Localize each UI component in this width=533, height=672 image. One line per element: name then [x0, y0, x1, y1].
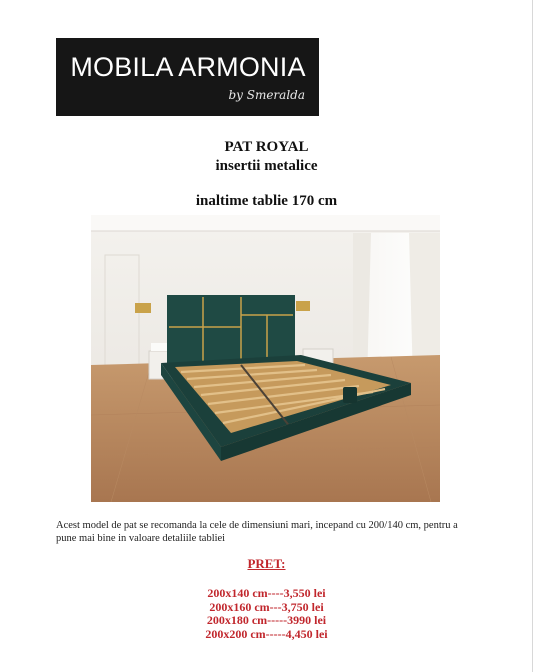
product-description	[56, 519, 496, 545]
logo-title: MOBILA ARMONIA	[70, 52, 306, 82]
price-label: PRET:	[247, 556, 286, 571]
logo-subtitle: by Smeralda	[228, 88, 305, 102]
price-list	[0, 587, 533, 641]
product-name: PAT ROYAL	[224, 139, 309, 155]
price-row-200x140: 200x140 cm----3,550 lei	[207, 586, 326, 600]
price-row-200x200: 200x200 cm-----4,450 lei	[205, 626, 328, 641]
bed-photo	[91, 215, 440, 502]
brand-logo	[56, 38, 319, 116]
description-line-1: Acest model de pat se recomanda la cele de dimensiuni mari, incepand cu 200/140 cm, pentru a	[56, 520, 458, 531]
price-row-200x180: 200x180 cm-----3990 lei	[206, 613, 327, 627]
description-line-2: pune mai bine in valoare detaliile tabliei	[56, 533, 226, 544]
price-row-200x160: 200x160 cm---3,750 lei	[209, 599, 324, 614]
product-height-info: inaltime tablie 170 cm	[195, 193, 338, 209]
product-subtitle: insertii metalice	[215, 158, 318, 174]
